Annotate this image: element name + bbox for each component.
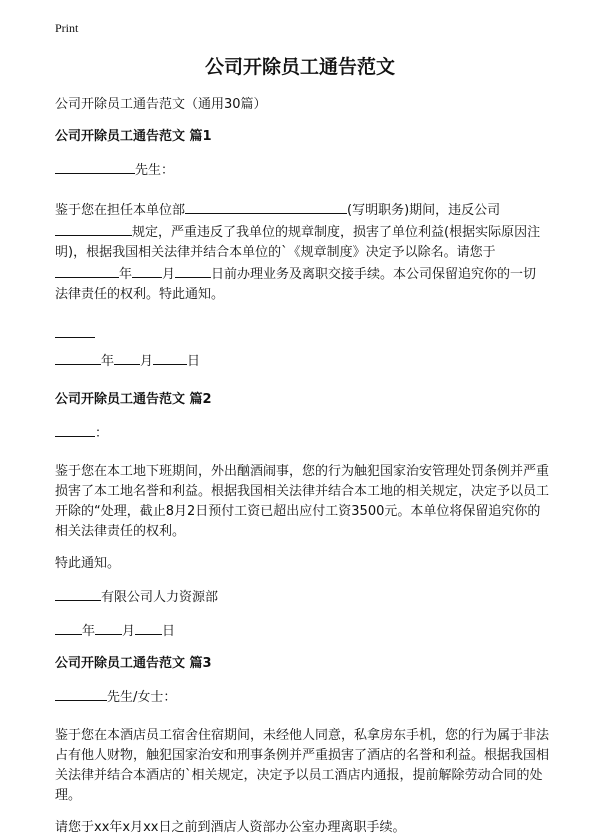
section-3-closing: 请您于xx年x月xx日之前到酒店人资部办公室办理离职手续。: [55, 820, 406, 835]
year-blank: [55, 263, 119, 278]
page-title: 公司开除员工通告范文: [204, 56, 395, 78]
salutation-suffix: 先生：: [135, 163, 175, 178]
body-text: 年: [119, 267, 133, 282]
date-label: 月: [122, 624, 136, 639]
date-label: 年: [101, 354, 115, 369]
date-label: 日: [162, 624, 176, 639]
date-label: 日: [187, 354, 201, 369]
body-text: (写明职务)期间，违反公司: [347, 203, 501, 218]
section-1-salutation: [55, 159, 549, 181]
month-blank: [114, 350, 140, 365]
section-2-closing: 特此通知。: [55, 556, 121, 571]
department-blank: [185, 199, 347, 214]
section-3-salutation: [55, 686, 549, 708]
year-blank: [55, 620, 82, 635]
body-text: 鉴于您在担任本单位部: [55, 203, 186, 218]
date-label: 月: [140, 354, 154, 369]
section-2-signer: [55, 586, 549, 608]
month-blank: [95, 620, 122, 635]
section-1-heading: 公司开除员工通告范文 篇1: [55, 129, 212, 144]
signature-blank: [55, 323, 95, 338]
signer-label: 有限公司人力资源部: [101, 590, 219, 605]
section-3-heading: 公司开除员工通告范文 篇3: [55, 656, 212, 671]
name-blank: [55, 159, 135, 174]
section-3-body: 鉴于您在本酒店员工宿舍住宿期间，未经他人同意，私拿房东手机，您的行为属于非法占有他人财物，触犯国家治安和刑事条例并严重损害了酒店的名誉和利益。根据我国相关法律并结合本酒店的`相关规定，决定予以员工酒店内通报，提前解除劳动合同的处理。: [55, 728, 550, 803]
section-1-date: [55, 350, 549, 372]
section-2-body: 鉴于您在本工地下班期间，外出酗酒闹事，您的行为触犯国家治安管理处罚条例并严重损害了本工地名誉和利益。根据我国相关法律并结合本工地的相关规定，决定予以员工开除的“处理，截止8月2日预付工资已超出应付工资3500元。本单位将保留追究你的相关法律责任的权利。: [55, 464, 550, 539]
year-blank: [55, 350, 101, 365]
date-label: 年: [82, 624, 96, 639]
body-text: 月: [162, 267, 176, 282]
day-blank: [175, 263, 211, 278]
salutation-suffix: 先生/女士：: [107, 690, 177, 705]
section-2-date: [55, 620, 549, 642]
body-text: 日前办理业务及离职交接手续。本公司保留追究你的一切法律责任的权利。特此通知。: [55, 267, 537, 302]
day-blank: [135, 620, 162, 635]
print-link[interactable]: Print: [55, 21, 79, 35]
body-text: 规定，严重违反了我单位的规章制度，损害了单位利益(根据实际原因注明)，根据我国相关法律并结合本单位的`《规章制度》决定予以除名。请您于: [55, 225, 541, 260]
salutation-suffix: ：: [95, 426, 109, 441]
section-1-body: [55, 199, 549, 305]
company-blank: [55, 586, 101, 601]
name-blank: [55, 422, 95, 437]
section-2-heading: 公司开除员工通告范文 篇2: [55, 392, 212, 407]
document-body: [55, 95, 549, 838]
rule-blank: [55, 221, 132, 236]
document-subtitle: 公司开除员工通告范文（通用30篇）: [55, 97, 267, 112]
name-blank: [55, 686, 107, 701]
section-2-salutation: [55, 422, 549, 444]
day-blank: [153, 350, 187, 365]
month-blank: [132, 263, 162, 278]
